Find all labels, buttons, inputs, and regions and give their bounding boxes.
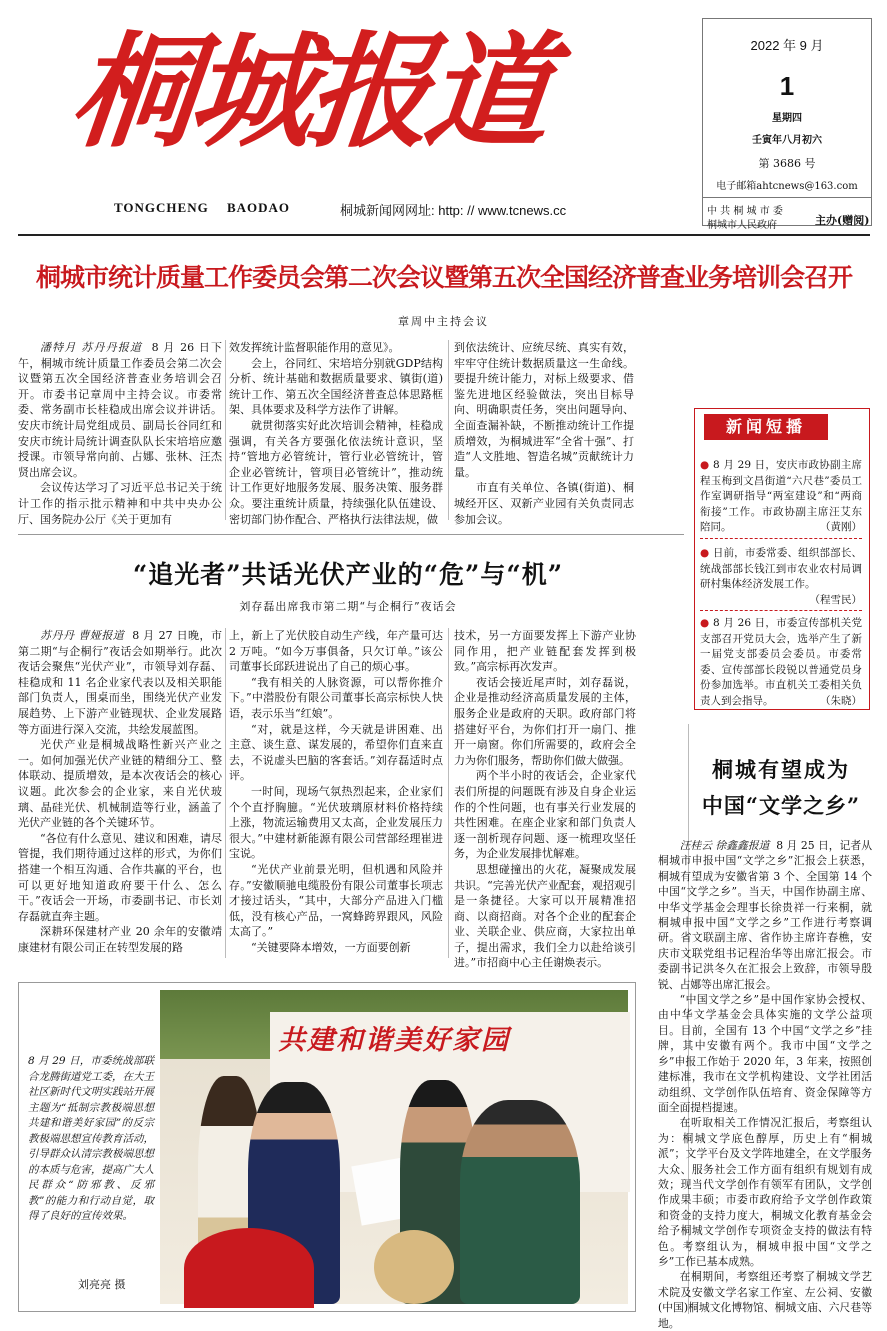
brief-text: 日前，市委常委、组织部部长、统战部部长钱江到市农业农村局调研村集体经济发展工作。 xyxy=(700,547,862,590)
issue-info-box xyxy=(702,18,872,231)
article3-headline-line1[interactable]: 桐城有望成为 xyxy=(712,757,850,782)
photo-banner-text: 共建和谐美好家园 xyxy=(278,1025,510,1056)
article2-text: 思想碰撞出的火花，凝聚成发展共识。“完善光伏产业配套，观招观引是一条捷径。大家可以开展精准招商、以商招商。对各个企业的配套企业、关联企业、供应商，大家拉出单子，提出需求，我们全力以赴给谈引进。”市招商中心主任谢焕表示。 xyxy=(454,862,636,970)
article2-text: 光伏产业是桐城战略性新兴产业之一。如何加强光伏产业链的精细分工、整体联动、提质增效，是本次夜话会的核心议题。此次参会的企业家，来自光伏玻璃、晶硅光伏、机械制造等行业，涵盖了光伏产业链的各个关键环节。 xyxy=(18,738,222,830)
masthead-title: 桐城报道 xyxy=(64,20,552,165)
publisher-org xyxy=(707,205,783,233)
issue-number: 第 3686 号 xyxy=(758,157,816,170)
article3-text: 在听取相关工作情况汇报后，考察组认为：桐城文学底色醇厚，历史上有“桐城派”；文学平台及文学阵地建全，在文学服务大众、服务社会工作方面有组织有规划有成效；现当代文学创作有领军有团队，文学创作成果丰硕；市委市政府给予文学创作政策和资金的支持力度大，桐城文化教育基金会给予桐城文学创作专项资金支持的做法有特色。考察组认为，桐城申报中国“文学之乡”工作已基本成熟。 xyxy=(658,1116,872,1268)
article1-text: 效发挥统计监督职能作用的意见》。 xyxy=(229,341,400,354)
article1-column-1 xyxy=(18,340,222,526)
article2-text: 8 月 27 日晚，市第二期“与企桐行”夜话会如期举行。此次夜话会聚焦“光伏产业”，市领导刘存磊、桂稳成和 11 名企业家代表以及相关职能部门负责人，围桌而坐，围绕光伏产业发展趋势、上下游产业链现状、企业发展路等方面进行深入交流，共绘发展蓝图。 xyxy=(18,629,222,736)
article1-column-3 xyxy=(454,340,634,526)
article1-text: 会上，谷同红、宋培培分别就GDP结构分析、统计基础和数据质量要求、镇街(道)统计工作、第五次全国经济普查总体思路框架、具体要求及科学方法作了讲解。 xyxy=(229,356,443,417)
brief-divider xyxy=(700,610,862,611)
info-divider xyxy=(703,197,871,198)
bullet-icon: ● xyxy=(700,547,710,559)
article2-headline[interactable]: “追光者”共话光伏产业的“危”与“机” xyxy=(132,560,564,589)
article2-text: 深耕环保建材产业 20 余年的安徽靖康建材有限公司正在转型发展的路 xyxy=(18,925,222,954)
article3-body xyxy=(658,838,872,1330)
article1-text: 到依法统计、应统尽统、真实有效，牢牢守住统计数据质量这一生命线。要提升统计能力，对标上级要求、借鉴先进地区经验做法，突出目标导向、明确职责任务，突出问题导向、全面查漏补缺，不断推动统计工作提质增效，为桐城进军“全省十强”、打造“人文胜地、智造名城”贡献统计力量。 xyxy=(454,341,634,479)
article2-byline: 苏丹丹 曹娅报道 xyxy=(40,629,125,642)
article3-headline-line2[interactable]: 中国“文学之乡” xyxy=(701,793,861,818)
sponsor-label: 主办(赠阅) xyxy=(815,214,870,227)
article2-column-1 xyxy=(18,628,222,962)
masthead-rule xyxy=(18,234,870,236)
photo-caption: 8 月 29 日，市委统战部联合龙腾街道党工委，在大王社区新时代文明实践站开展主题为“抵制宗教极端思想 共建和谐美好家园”的反宗教极端思想宣传教育活动，引导群众认清宗教极端思想的本质与危害，提高广大人民群众“防邪教、反邪教”的能力和行动自觉，取得了良好的宣传效果。 xyxy=(28,1055,154,1222)
brief-author: （黄刚） xyxy=(820,521,862,533)
article2-text: “对，就是这样，今天就是讲困难、出主意、谈生意、谋发展的，希望你们直来直去，不说虚头巴脑的客套话。”刘存磊适时点评。 xyxy=(229,722,443,783)
article2-text: 技术，另一方面要发挥上下游产业协同作用，把产业链配套发挥到极致。”高宗标再次发声。 xyxy=(454,629,636,674)
photo-volunteer-vest xyxy=(184,1228,314,1308)
issue-day: 1 xyxy=(779,71,795,101)
article2-subhead: 刘存磊出席我市第二期“与企桐行”夜话会 xyxy=(239,600,457,613)
issue-weekday: 星期四 xyxy=(772,113,802,124)
article2-text: 两个半小时的夜话会，企业家代表们所提的问题既有涉及自身企业运作的个性问题，也有事关行业发展的共性困难。在座企业家和部门负责人逐一剖析现存问题、逐一梳理攻坚任务，为企业发展排忧解难。 xyxy=(454,769,636,861)
article3-text: 在桐期间，考察组还考察了桐城文学艺术院及安徽文学名家工作室、左公祠、安徽(中国)桐城文化博物馆、桐城文庙、六尺巷等地。 xyxy=(658,1270,872,1330)
photo-person xyxy=(460,1100,580,1304)
article2-column-2 xyxy=(229,628,443,962)
article2-text: 上，新上了光伏胶自动生产线，年产量可达 2 万吨。“如今万事俱备，只欠订单。”该公司董事长邱跃进说出了自己的烦心事。 xyxy=(229,629,443,674)
news-brief-item[interactable] xyxy=(700,458,862,534)
article2-text: “关键要降本增效，一方面要创新 xyxy=(251,940,411,954)
article3-text: 8 月 25 日，记者从桐城市申报中国“文学之乡”汇报会上获悉，桐城有望成为安徽省第 3 个、全国第 14 个中国“文学之乡”。当天，中国作协副主席、中华文学基金会理事长徐贵祥一行来桐，就桐城申报中国“文学之乡”工作进行考察调研。省文联副主席、省作协主席许春樵，安庆市文联党组书记程治华等出席汇报会。市委副书记洪冬久在汇报会上致辞，市领导殷锐、占娜等出席汇报会。 xyxy=(658,839,872,991)
photo-straw-hat xyxy=(374,1230,454,1304)
website-link[interactable]: 桐城新闻网网址: http: // www.tcnews.cc xyxy=(340,203,567,218)
news-brief-title: 新闻短播 xyxy=(704,414,828,440)
article1-text: 8 月 26 日下午，桐城市统计质量工作委员会第二次会议暨第五次全国经济普查业务培训会召开。市委书记章周中主持会议。市委常委、常务副市长桂稳成出席会议并讲话。安庆市统计局党组成员、副局长谷同红和安庆市统计局统计调查队队长宋培培应邀授课。市领导常向前、占娜、张林、汪杰贤出席会议。 xyxy=(18,341,222,479)
article2-column-3 xyxy=(454,628,636,970)
article1-subhead: 章周中主持会议 xyxy=(398,315,489,328)
article2-text: “我有相关的人脉资源，可以帮你推介下。”中潜股份有限公司董事长高宗标快人快语，表示乐当“红娘”。 xyxy=(229,675,443,720)
brief-author: （朱晓） xyxy=(820,694,862,707)
article2-text: “各位有什么意见、建议和困难，请尽管提，我们期待通过这样的形式，为你们搭建一个相互沟通、合作共赢的平台，也可以更好地知道政府要干什么、怎么干。”夜话会一开场，市委副书记、市长刘存磊就直奔主题。 xyxy=(18,831,222,923)
article2-text: 一时间，现场气氛热烈起来，企业家们个个直抒胸臆。“光伏玻璃原材料价格持续上涨，物流运输费用又太高，企业发展压力很大。”中建材新能源有限公司营部经理崔进宝说。 xyxy=(229,784,443,861)
column-rule xyxy=(448,628,449,958)
bullet-icon: ● xyxy=(700,617,710,629)
news-brief-item[interactable] xyxy=(700,616,862,706)
brief-author: （程雪民） xyxy=(809,593,862,606)
section-rule xyxy=(18,534,684,535)
issue-lunar-date: 壬寅年八月初六 xyxy=(752,135,822,146)
issue-date: 2022 年 9 月 xyxy=(750,38,824,53)
publisher-org-line1: 中 共 桐 城 市 委 xyxy=(707,206,783,217)
column-rule xyxy=(225,340,226,520)
bullet-icon: ● xyxy=(700,459,710,471)
brief-text: 8 月 26 日，市委宣传部机关党支部召开党员大会，选举产生了新一届党支部委员会委员。市委常委、宣传部部长段锐以普通党员身份参加选举。市直机关工委相关负责人到会指导。 xyxy=(700,617,862,707)
brief-text: 8 月 29 日，安庆市政协副主席程玉梅到文昌街道“六尺巷”委员工作室调研指导“两室建设”和“两商衔接”工作。市政协副主席汪艾东陪同。 xyxy=(700,459,862,533)
article1-text: 会议传达学习了习近平总书记关于统计工作的指示批示精神和中共中央办公厅、国务院办公厅《关于更加有 xyxy=(18,481,222,526)
column-rule xyxy=(225,628,226,958)
publisher-org-line2: 桐城市人民政府 xyxy=(707,220,777,231)
news-brief-item[interactable] xyxy=(700,546,862,608)
column-rule xyxy=(448,340,449,520)
news-photo[interactable] xyxy=(160,990,628,1304)
photo-credit: 刘亮亮 摄 xyxy=(78,1278,126,1291)
masthead-pinyin: TONGCHENG BAODAO xyxy=(114,200,291,215)
issue-email[interactable]: 电子邮箱ahtcnews@163.com xyxy=(716,181,858,192)
article1-headline[interactable]: 桐城市统计质量工作委员会第二次会议暨第五次全国经济普查业务培训会召开 xyxy=(35,263,852,292)
article3-text: “中国文学之乡”是中国作家协会授权、由中华文学基金会具体实施的文学公益项目。目前，全国有 13 个中国“文学之乡”挂牌，其中安徽有两个。我市中国“文学之乡”申报工作始于 2020 年，3 年来，按照创建标准，我市在文学机构建设、文学社团活动组织、文学创作队伍培育、资金保障等方面全面提档提速。 xyxy=(658,993,872,1114)
article3-byline: 汪桂云 徐鑫鑫报道 xyxy=(679,839,770,852)
article1-byline: 潘特月 苏丹丹报道 xyxy=(40,341,143,354)
article2-text: “光伏产业前景光明，但机遇和风险并存。”安徽顺驰电缆股份有限公司董事长项志才接过话头，“其中，大部分产品进入门槛低，没有核心产品，一窝蜂跨界跟风，风险太高了。” xyxy=(229,862,443,939)
brief-divider xyxy=(700,538,862,539)
article1-column-2 xyxy=(229,340,443,526)
article2-text: 夜话会接近尾声时，刘存磊说，企业是推动经济高质量发展的主体，服务企业是政府的天职。政府部门将搭建好平台，为你们打开一扇门、推开一扇窗。你们所需要的，政府会全力为你们服务，帮助你们做大做强。 xyxy=(454,675,636,767)
article1-text: 就贯彻落实好此次培训会精神，桂稳成强调，有关各方要强化依法统计意识，坚持“管地方必管统计，管行业必管统计，管企业必管统计，管项目必管统计”，推动统计工作更好地服务发展、服务决策、服务群众。要注重统计质量，持续强化队伍建设、密切部门协作配合、严格执行法律法规，做 xyxy=(229,418,443,526)
article1-text: 市直有关单位、各镇(街道)、桐城经开区、双新产业园有关负责同志参加会议。 xyxy=(454,481,634,526)
